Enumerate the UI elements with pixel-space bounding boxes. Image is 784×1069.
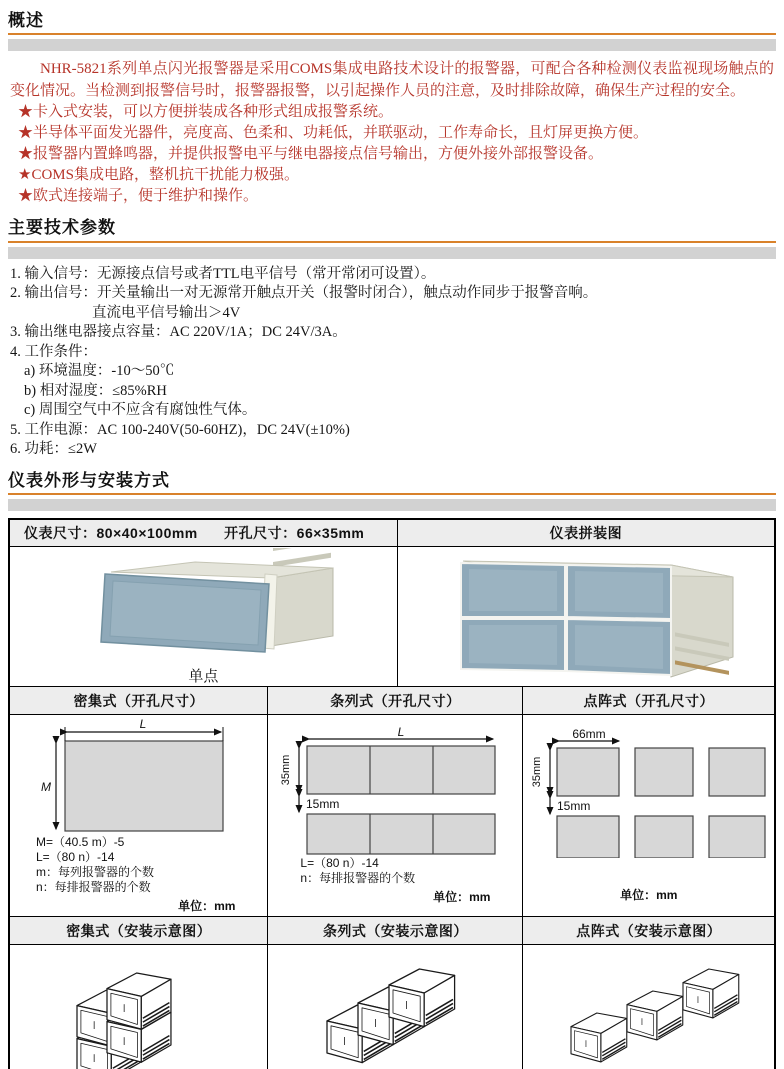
tech-params-title: 主要技术参数 — [8, 218, 116, 238]
feature-item: ★欧式连接端子，便于维护和操作。 — [18, 188, 259, 205]
dim-L-label: L — [398, 726, 405, 740]
note-line: n：每排报警器的个数 — [36, 880, 151, 895]
dense-install-drawing — [19, 947, 259, 1069]
install-drawing-matrix-cell — [523, 945, 775, 1069]
param-line: b) 相对湿度：≤85%RH — [24, 382, 167, 399]
cutout-diagram-row-cell — [268, 715, 523, 917]
param-line: 5. 工作电源：AC 100-240V(50-60HZ)，DC 24V(±10%) — [10, 421, 350, 438]
cutout-header-dense: 密集式（开孔尺寸） — [9, 687, 268, 715]
gray-bar — [8, 39, 776, 51]
param-line: a) 环境温度：-10～50℃ — [24, 363, 175, 379]
row-install-drawing — [275, 947, 515, 1069]
unit-note: 单位：mm — [620, 888, 678, 903]
param-line: 直流电平信号输出＞4V — [92, 304, 241, 321]
row-notes — [272, 856, 518, 886]
section-installation — [8, 470, 776, 1069]
dim-15mm-label: 15mm — [556, 799, 591, 814]
note-line: n：每排报警器的个数 — [300, 871, 416, 886]
note-line: L=（80 n）-14 — [300, 856, 379, 871]
feature-item: ★卡入式安装，可以方便拼装成各种形式组成报警系统。 — [18, 104, 394, 121]
single-unit-photo — [33, 548, 373, 664]
install-header-dense: 密集式（安装示意图） — [9, 917, 268, 945]
instrument-size-label: 仪表尺寸：80×40×100mm — [24, 525, 198, 541]
single-unit-photo-cell — [9, 547, 397, 687]
unit-note: 单位：mm — [178, 899, 236, 914]
feature-item: ★半导体平面发光器件，亮度高、色柔和、功耗低，并联驱动，工作寿命长，且灯屏更换方便。 — [18, 125, 649, 142]
dimensions-header-cell — [9, 519, 397, 547]
param-line: 1. 输入信号：无源接点信号或者TTL电平信号（常开常闭可设置）。 — [10, 265, 436, 282]
param-line: 6. 功耗：≤2W — [10, 441, 97, 457]
dim-35mm-label: 35mm — [530, 756, 543, 788]
installation-title: 仪表外形与安装方式 — [8, 470, 170, 490]
gray-bar — [8, 499, 776, 511]
cutout-diagram-dense-cell — [9, 715, 268, 917]
dense-notes — [14, 835, 263, 895]
dim-15mm-label: 15mm — [306, 797, 340, 812]
matrix-install-drawing — [529, 947, 769, 1069]
orange-rule — [8, 33, 776, 35]
row-cutout-diagram — [275, 726, 515, 856]
install-header-row: 条列式（安装示意图） — [268, 917, 523, 945]
orange-rule — [8, 493, 776, 495]
cutout-header-matrix: 点阵式（开孔尺寸） — [523, 687, 775, 715]
feature-item: ★COMS集成电路，整机抗干扰能力极强。 — [18, 167, 299, 184]
dim-66mm-label: 66mm — [572, 728, 606, 742]
assembly-header-cell: 仪表拼装图 — [397, 519, 775, 547]
note-line: L=（80 n）-14 — [36, 850, 115, 865]
param-line: c) 周围空气中不应含有腐蚀性气体。 — [24, 402, 257, 418]
gray-bar — [8, 247, 776, 259]
param-line: 2. 输出信号：开关量输出一对无源常开触点开关（报警时闭合），触点动作同步于报警音响。 — [10, 285, 598, 301]
param-line: 4. 工作条件： — [10, 343, 97, 360]
installation-table — [8, 518, 776, 1069]
feature-item: ★报警器内置蜂鸣器，并提供报警电平与继电器接点信号输出，方便外接外部报警设备。 — [18, 146, 604, 163]
dim-L-label: L — [139, 717, 147, 732]
dim-M-label: M — [40, 780, 51, 795]
section-tech-params — [8, 217, 776, 459]
note-line: m：每列报警器的个数 — [36, 865, 154, 880]
assembly-photo-cell — [397, 547, 775, 687]
dense-cutout-diagram — [19, 717, 259, 835]
cutout-diagram-matrix-cell — [523, 715, 775, 917]
install-drawing-row-cell — [268, 945, 523, 1069]
unit-note: 单位：mm — [433, 890, 491, 905]
single-unit-caption: 单点 — [188, 668, 219, 685]
note-line: M=（40.5 m）-5 — [36, 835, 125, 850]
tech-params-list — [8, 265, 776, 460]
cutout-header-row: 条列式（开孔尺寸） — [268, 687, 523, 715]
cutout-size-label: 开孔尺寸：66×35mm — [224, 525, 365, 541]
dim-35mm-label: 35mm — [280, 754, 293, 786]
assembly-photo — [421, 553, 751, 681]
overview-title: 概述 — [8, 11, 44, 30]
matrix-cutout-diagram — [529, 728, 769, 858]
section-overview — [8, 10, 776, 207]
overview-intro: NHR-5821系列单点闪光报警器是采用COMS集成电路技术设计的报警器，可配合各种检测仪表监视现场触点的变化情况。当检测到报警信号时，报警器报警，以引起操作人员的注意，及时排除故障，确保生产过程的安全。 — [10, 61, 774, 100]
param-line: 3. 输出继电器接点容量：AC 220V/1A；DC 24V/3A。 — [10, 324, 347, 340]
orange-rule — [8, 241, 776, 243]
install-header-matrix: 点阵式（安装示意图） — [523, 917, 775, 945]
install-drawing-dense-cell — [9, 945, 268, 1069]
